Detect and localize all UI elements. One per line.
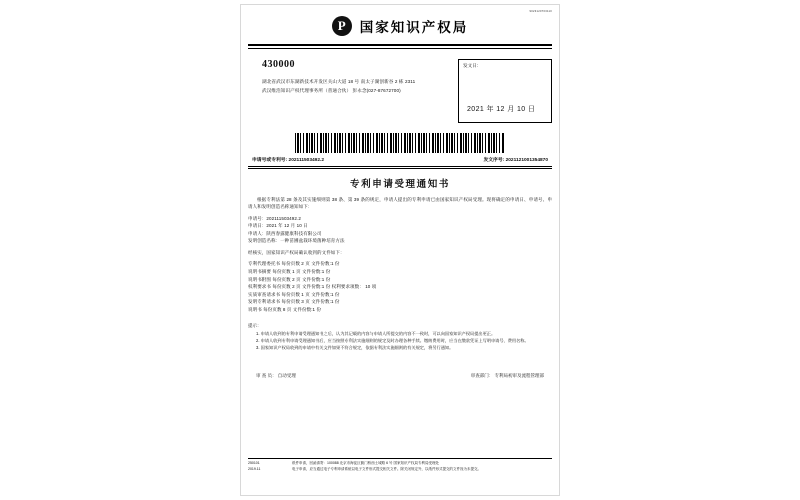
header-rule-thin: [248, 48, 552, 49]
footer-notes: [292, 461, 552, 472]
address-line-2: 武汉维浩知识产权代理事务所（普通合伙） 彭永念(027-87672700): [262, 87, 401, 93]
footer-note-paper: 纸件申请，回函请寄：100088 北京市海淀区蓟门桥西土城路 6 号 国家知识产权局专利局受理处: [292, 461, 440, 465]
field-application-number: 申请号：202111503492.2: [248, 215, 301, 221]
application-number-value: 202111503492.2: [288, 157, 325, 163]
serial-number-value: 2021121001354870: [505, 157, 548, 163]
examiner-label: 审 查 员：: [256, 373, 277, 379]
barcode-row: [248, 133, 552, 153]
barcode-image: [295, 133, 505, 153]
top-reference-code: 9023120703110: [529, 10, 552, 13]
attachment-item: 说明书摘要 每份页数 1 页 文件份数:1 份: [248, 269, 331, 275]
attachment-item: 专利代理委托书 每份页数 2 页 文件份数:1 份: [248, 261, 340, 267]
page-title: 专利申请受理通知书: [350, 179, 450, 190]
organization-title: 国家知识产权局: [359, 20, 469, 35]
footer-note-electronic: 电子申请，应当通过电子专利申请系统以电子文件形式提交相关文件。除关闭规定外，以纸件形式提交的文件视为未提交。: [292, 466, 481, 471]
footer-form-version: 2019.11: [248, 466, 261, 471]
note-item: 2. 申请人收到专利申请受理通知书后，应当按照专利法实施细则的规定及时办理各种手续。缴纳费用时，应当在缴款凭证上写明申请号、费用名称。: [256, 337, 529, 343]
address-line-1: 湖北省武汉市东湖新技术开发区关山大道 18 号 南太子湖创新谷 2 栋 2311: [262, 78, 416, 84]
addressee-block: [248, 59, 450, 123]
separator-rule-2: [248, 168, 552, 169]
issue-date-box: [458, 59, 552, 123]
zip-code: 430000: [262, 58, 295, 70]
application-fields: [248, 215, 552, 245]
footer-form-codes: [248, 461, 286, 472]
attachment-item: 说明书附图 每份页数 2 页 文件份数:1 份: [248, 276, 331, 282]
field-invention-title: 发明创造名称：一种苗圃盆栽环境菌种培育方法: [248, 238, 345, 244]
notes-title: 提示：: [248, 322, 262, 328]
issue-date-label: 发文日:: [463, 62, 479, 68]
notice-document: [248, 8, 552, 379]
patent-office-emblem-icon: P: [332, 16, 352, 36]
examiner-value: 自动受理: [277, 373, 296, 379]
attachment-item: 实质审查请求书 每份页数 1 页 文件份数:1 份: [248, 291, 340, 297]
intro-paragraph: 根据专利法第 28 条及其实施细则第 38 条、第 39 条的规定，申请人提出的专利申请已由国家知识产权局受理。现将确定的申请日、申请号、申请人和发明创造名称通知如下：: [248, 196, 552, 210]
application-number-field: [252, 156, 324, 163]
field-applicant: 申请人：陕西春露健康科技有限公司: [248, 230, 322, 236]
serial-number-field: [483, 156, 548, 163]
department-field: [471, 373, 544, 379]
footer-form-code: 250101: [248, 461, 260, 465]
serial-number-label: 发文序号:: [483, 157, 505, 163]
footer-content: [248, 461, 552, 472]
note-item: 3. 国家知识产权局收到的申请中有关文件如果不符合规定，依据专利法实施细则的有关规定，将另行通知。: [256, 345, 454, 351]
attachment-list: [248, 260, 552, 313]
attachment-intro: 经核实，国家知识产权局确认收到的文件如下：: [248, 249, 345, 255]
issue-date-value: 2021 年 12 月 10 日: [467, 105, 536, 113]
note-item: 1. 申请人收到的专利申请受理通知书之后，认为其记载的内容与申请人所提交的内容不一致时，可以向国家知识产权局提出更正。: [256, 330, 496, 336]
identifier-row: [248, 156, 552, 163]
header-rule-thick: [248, 44, 552, 46]
document-header: [248, 16, 552, 42]
application-number-label: 申请号或专利号:: [252, 157, 288, 163]
field-filing-date: 申请日：2021 年 12 月 10 日: [248, 223, 308, 229]
attachment-item: 发明专利请求书 每份页数 3 页 文件份数:1 份: [248, 299, 340, 305]
signature-row: [248, 373, 552, 379]
examiner-field: [256, 373, 296, 379]
department-label: 审查部门：: [470, 373, 494, 379]
attachment-item: 权利要求书 每份页数 2 页 文件份数:1 份 权利要求项数： 10 项: [248, 284, 377, 290]
document-footer: [248, 458, 552, 472]
separator-rule-1: [248, 166, 552, 167]
address-section: [248, 59, 552, 123]
department-value: 专利局初审及流程管理部: [494, 373, 544, 379]
attachment-item: 说明书 每份页数 8 页 文件份数:1 份: [248, 307, 322, 313]
